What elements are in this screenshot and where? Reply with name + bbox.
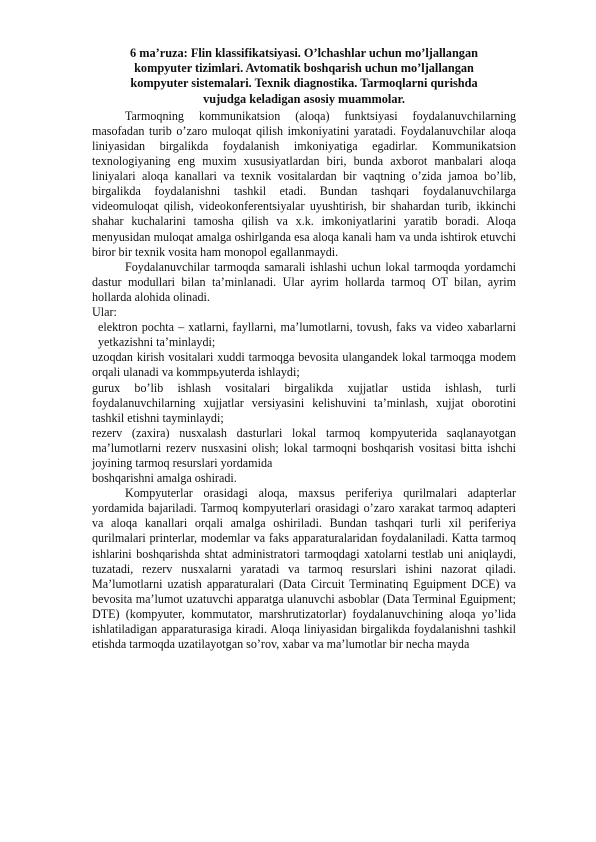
- title-line: kompyuter sistemalari. Texnik diagnostika. Tarmoqlarni qurishda: [130, 76, 478, 91]
- paragraph-utility-modules: Foydalanuvchilar tarmoqda samarali ishlashi uchun lokal tarmoqda yordamchi dastur modullari bilan ta’minlanadi. Ular ayrim hollarda tarmoq OT bilan, ayrim hollarda alohida olinadi.: [92, 259, 516, 304]
- list-item-email: elektron pochta – xatlarni, fayllarni, ma’lumotlarni, tovush, faks va video xabarlarni yetkazishni ta’minlaydi;: [98, 320, 516, 350]
- list-item-remote-access: uzoqdan kirish vositalari xuddi tarmoqga bevosita ulangandek lokal tarmoqga modem orqali ulanadi va kommpьyuterda ishlaydi;: [92, 350, 516, 380]
- title-line: kompyuter tizimlari. Avtomatik boshqarish uchun mo’ljallangan: [134, 61, 474, 76]
- paragraph-list-intro: Ular:: [92, 305, 117, 320]
- paragraph-communication: Tarmoqning kommunikatsion (aloqa) funktsiyasi foydalanuvchilarning masofadan turib o’zaro muloqat qilish imkoniyatini yaratadi. Foydalanuvchilar aloqa liniyasidan birgalikda foydalanish imkoniyatiga egadirlar. Kommunikatsion texnologiyaning eng muxim xususiyatlardan biri, bunda axborot manbalari aloqa liniyalari aloqa kanallari va texnik vositalardan bir vaqtning o’zida jamoa bo’lib, birgalikda foydalanishni tashkil etadi. Bundan tashqari foydalanuvchilarga videomuloqat qilish, videokonferentsiyalar uyushtirish, bir shahardan turib, ikkinchi shahar kuchalarini tamosha qilish va x.k. imkoniyatlarini yaratib boradi. Aloqa menyusidan muloqat amalga oshirlganda esa aloqa kanali ham va unda ishtirok etuvchi biror bir texnik vosita ham monopol egallanmaydi.: [92, 108, 516, 259]
- title-line: vujudga keladigan asosiy muammolar.: [203, 91, 405, 106]
- list-item-backup-end: boshqarishni amalga oshiradi.: [92, 471, 237, 486]
- list-item-groupware: gurux bo’lib ishlash vositalari birgalikda xujjatlar ustida ishlash, turli foydalanuvchilarning xujjatlar versiyasini kelishuvini ta’minlash, xujjat oborotini tashkil etishni tayminlaydi;: [92, 380, 516, 425]
- paragraph-adapters: Kompyuterlar orasidagi aloqa, maxsus periferiya qurilmalari adapterlar yordamida bajariladi. Tarmoq kompyuterlari orasidagi o’zaro xarakat tarmoq adapteri va aloqa kanallari orqali amalga oshiriladi. Bundan tashqari turli xil periferiya qurilmalari printerlar, modemlar va faks apparaturalaridan foydalaniladi. Katta tarmoq ishlarini boshqarishda shtat administratori tarmoqdagi xatolarni testlab uni aniqlaydi, tuzatadi, rezerv nusxalarni yaratadi va tarmoq resurslari ishini nazorat qiladi. Ma’lumotlarni uzatish apparaturalari (Data Circuit Terminatinq Eguipment DCE) va bevosita ma’lumot uzatuvchi apparatga ulanuvchi asboblar (Data Terminal Eguipment; DTE) (kompyuter, kommutator, marshrutizatorlar) foydalanuvchining aloqa yo’lida ishlatiladigan apparaturasiga kiradi. Aloqa liniyasidan birgalikda foydalanishni tashkil etishda tarmoqda uzatilayotgan so’rov, xabar va ma’lumotlar bir necha mayda: [92, 486, 516, 652]
- list-item-backup: rezerv (zaxira) nusxalash dasturlari lokal tarmoq kompyuterida saqlanayotgan ma’lumotlarni rezerv nusxasini olish; lokal tarmoqni boshqarish vositasi bitta ishchi joyining tarmoq resurslari yordamida: [92, 425, 516, 470]
- lecture-title: [92, 46, 516, 107]
- title-line: 6 ma’ruza: Flin klassifikatsiyasi. O’lchashlar uchun mo’ljallangan: [130, 46, 478, 60]
- document-page: [92, 46, 516, 652]
